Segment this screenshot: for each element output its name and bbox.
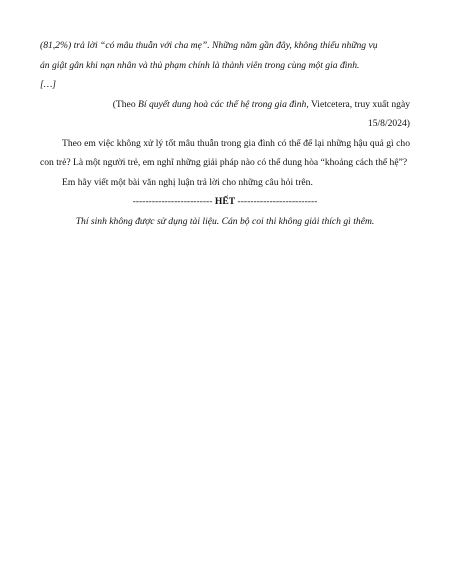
end-dashes-right: ------------------------- (235, 196, 318, 207)
end-label: HẾT (214, 196, 236, 207)
source-prefix: (Theo (112, 98, 139, 110)
exam-page (40, 36, 410, 231)
passage-line-1: (81,2%) trả lời “có mâu thuẫn với cha mẹ”. Những năm gần đây, không thiếu những vụ (40, 40, 378, 51)
task-text: Em hãy viết một bài văn nghị luận trả lời cho những câu hỏi trên. (62, 176, 313, 188)
end-dashes-left: ------------------------- (132, 196, 215, 207)
source-title: Bí quyết dung hoà các thế hệ trong gia đình (138, 98, 307, 110)
passage-ellipsis: […] (40, 79, 56, 90)
end-marker (40, 192, 410, 212)
footer-note: Thí sinh không được sử dụng tài liệu. Cán bộ coi thi không giải thích gì thêm. (75, 215, 375, 227)
source-suffix: , Vietcetera, truy xuất ngày (306, 98, 410, 110)
passage-line-2: án giật gân khi nạn nhân và thủ phạm chính là thành viên trong cùng một gia đình. (40, 59, 360, 71)
source-citation (40, 95, 410, 134)
question-text: Theo em việc không xử lý tốt mâu thuẫn trong gia đình có thể để lại những hậu quả gì cho con trẻ? Là một người trẻ, em nghĩ những giải pháp nào có thể dung hòa “khoảng cách thế hệ”? (40, 137, 410, 168)
source-date: 15/8/2024) (367, 118, 410, 129)
